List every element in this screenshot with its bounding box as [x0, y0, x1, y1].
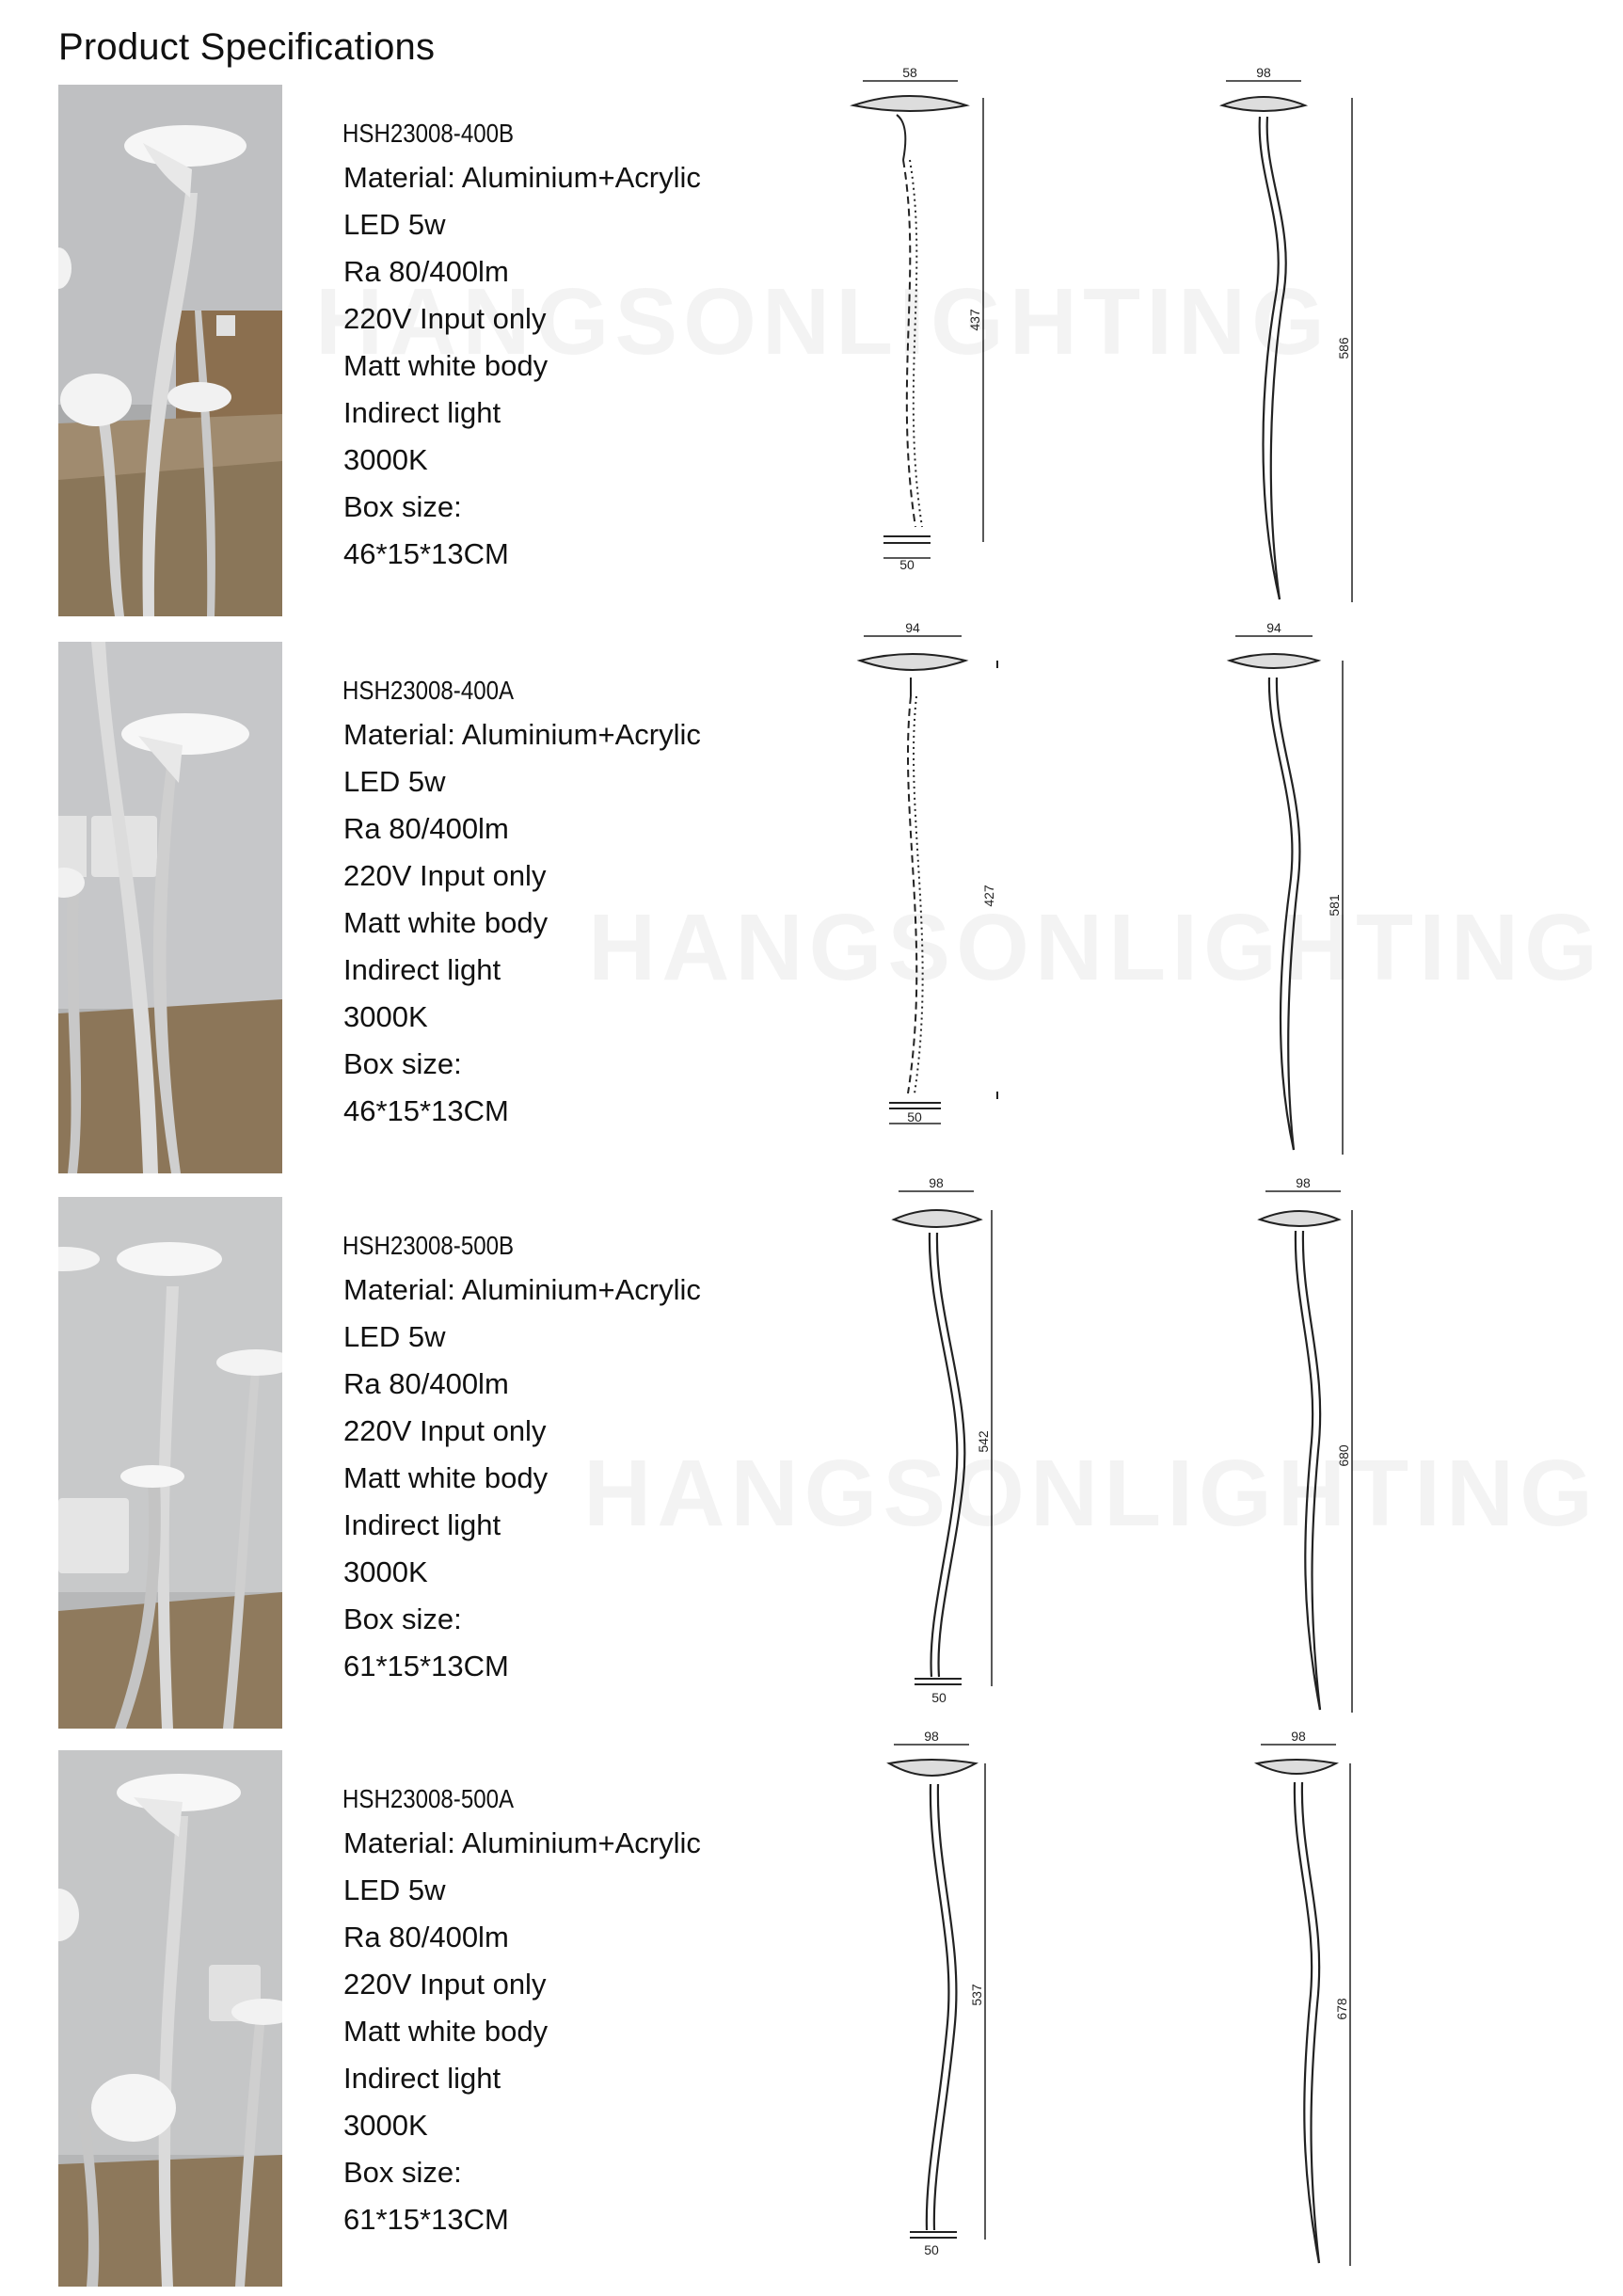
height-dimension: 427 [981, 885, 996, 907]
product-photo [58, 642, 282, 1173]
spec-led: LED 5w [343, 765, 446, 798]
spec-list [343, 1778, 833, 2243]
height-dimension: 680 [1336, 1444, 1351, 1467]
technical-drawing-front [851, 65, 1002, 630]
spec-input: 220V Input only [343, 1414, 547, 1447]
page-title: Product Specifications [58, 26, 436, 68]
product-block [0, 65, 1623, 621]
top-width-dimension: 94 [1266, 620, 1281, 635]
spec-cct: 3000K [343, 443, 428, 476]
top-width-dimension: 94 [905, 620, 920, 635]
height-dimension: 542 [976, 1430, 991, 1453]
top-width-dimension: 98 [924, 1729, 939, 1744]
product-block [0, 1729, 1623, 2287]
spec-body: Matt white body [343, 906, 549, 939]
spec-light: Indirect light [343, 1508, 501, 1541]
spec-body: Matt white body [343, 1461, 549, 1494]
spec-box-size: 46*15*13CM [343, 537, 509, 570]
spec-material: Material: Aluminium+Acrylic [343, 718, 701, 751]
top-width-dimension: 58 [902, 65, 917, 80]
spec-light: Indirect light [343, 953, 501, 986]
spec-box-label: Box size: [343, 2156, 462, 2189]
technical-drawing-side [1228, 620, 1378, 1188]
spec-led: LED 5w [343, 208, 446, 241]
height-dimension: 586 [1336, 337, 1351, 359]
technical-drawing-side [1218, 65, 1369, 630]
spec-cct: 3000K [343, 1555, 428, 1588]
model-number: HSH23008-500A [342, 1784, 515, 1813]
spec-box-size: 46*15*13CM [343, 1094, 509, 1127]
spec-input: 220V Input only [343, 859, 547, 892]
base-width-dimension: 50 [899, 557, 915, 572]
spec-input: 220V Input only [343, 302, 547, 335]
product-block [0, 1175, 1623, 1733]
top-width-dimension: 98 [1291, 1729, 1306, 1744]
technical-drawing-front [856, 620, 1007, 1188]
spec-cct: 3000K [343, 1000, 428, 1033]
spec-list [343, 1225, 833, 1690]
height-dimension: 537 [969, 1984, 984, 2006]
product-block [0, 620, 1623, 1178]
spec-box-label: Box size: [343, 490, 462, 523]
product-photo [58, 1750, 282, 2287]
top-width-dimension: 98 [1296, 1175, 1311, 1190]
technical-drawing-front [894, 1175, 1044, 1743]
top-width-dimension: 98 [1256, 65, 1271, 80]
spec-cct: 3000K [343, 2109, 428, 2142]
product-photo [58, 85, 282, 616]
base-width-dimension: 50 [924, 2242, 939, 2257]
spec-body: Matt white body [343, 2015, 549, 2048]
spec-led: LED 5w [343, 1320, 446, 1353]
technical-drawing-side [1265, 1175, 1416, 1743]
product-photo [58, 1197, 282, 1729]
spec-body: Matt white body [343, 349, 549, 382]
spec-input: 220V Input only [343, 1968, 547, 2001]
top-width-dimension: 98 [929, 1175, 944, 1190]
technical-drawing-front [889, 1729, 1040, 2296]
height-dimension: 678 [1334, 1998, 1349, 2020]
base-width-dimension: 50 [931, 1690, 947, 1705]
height-dimension: 437 [967, 309, 982, 331]
spec-led: LED 5w [343, 1873, 446, 1906]
spec-ra: Ra 80/400lm [343, 812, 509, 845]
model-number: HSH23008-500B [342, 1231, 515, 1260]
spec-box-label: Box size: [343, 1602, 462, 1635]
spec-material: Material: Aluminium+Acrylic [343, 161, 701, 194]
technical-drawing-side [1261, 1729, 1411, 2296]
spec-material: Material: Aluminium+Acrylic [343, 1273, 701, 1306]
height-dimension: 581 [1327, 894, 1342, 917]
base-width-dimension: 50 [907, 1109, 922, 1124]
spec-light: Indirect light [343, 2062, 501, 2095]
model-number: HSH23008-400A [342, 676, 515, 705]
spec-ra: Ra 80/400lm [343, 1367, 509, 1400]
spec-box-size: 61*15*13CM [343, 2203, 509, 2236]
spec-list [343, 670, 833, 1135]
spec-box-label: Box size: [343, 1047, 462, 1080]
spec-ra: Ra 80/400lm [343, 255, 509, 288]
spec-light: Indirect light [343, 396, 501, 429]
spec-ra: Ra 80/400lm [343, 1921, 509, 1953]
spec-list [343, 113, 833, 578]
spec-material: Material: Aluminium+Acrylic [343, 1826, 701, 1859]
model-number: HSH23008-400B [342, 119, 515, 148]
spec-box-size: 61*15*13CM [343, 1650, 509, 1682]
